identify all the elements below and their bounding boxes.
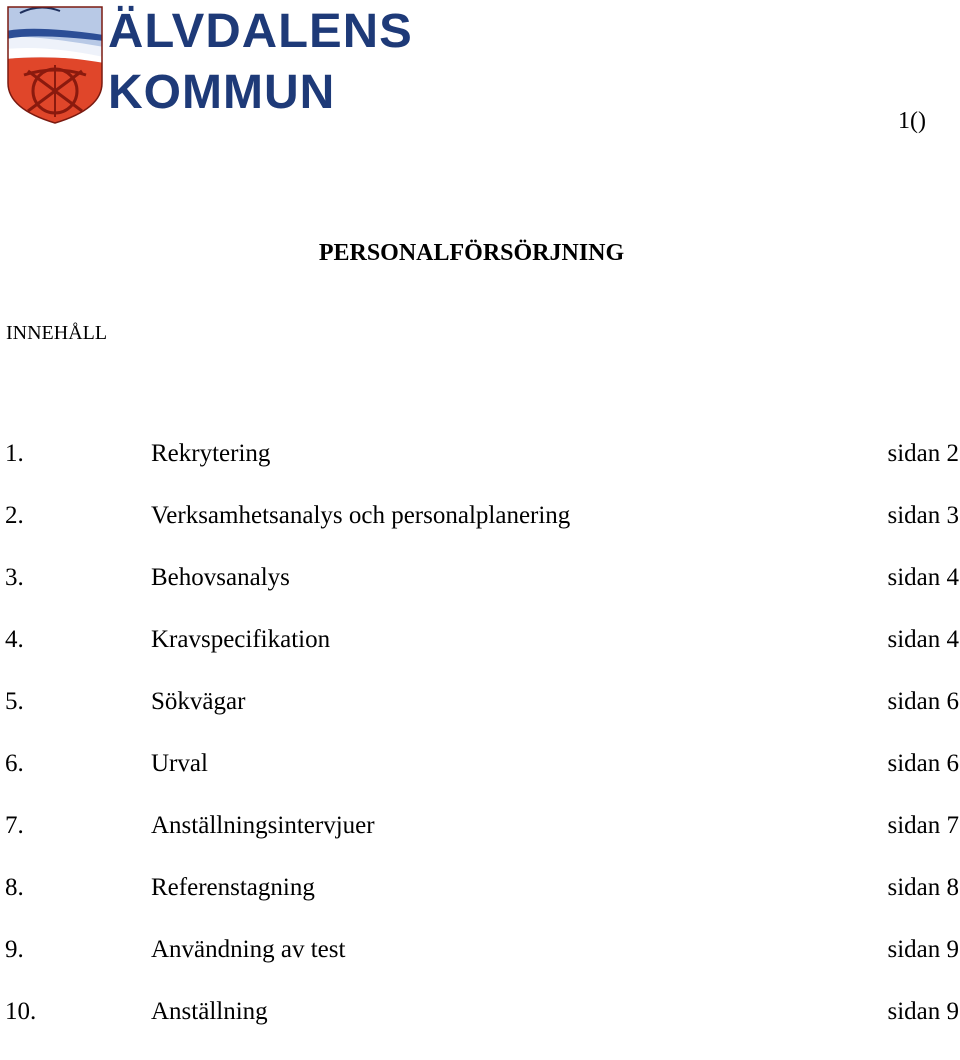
document-header xyxy=(0,0,960,140)
logo-line-1: ÄLVDALENS xyxy=(108,5,413,58)
toc-entry-title: Sökvägar xyxy=(151,688,246,715)
toc-entry-page: sidan 8 xyxy=(887,874,959,901)
toc-entry-title: Behovsanalys xyxy=(151,564,290,591)
toc-entry xyxy=(0,998,960,1060)
toc-entry-title: Rekrytering xyxy=(151,440,271,467)
toc-entry-number: 8. xyxy=(5,874,24,901)
toc-entry-number: 3. xyxy=(5,564,24,591)
page-number: 1() xyxy=(898,108,926,134)
municipal-crest-icon xyxy=(6,5,104,125)
toc-entry-page: sidan 4 xyxy=(887,564,959,591)
toc-entry-title: Anställningsintervjuer xyxy=(151,812,375,839)
toc-entry xyxy=(0,812,960,874)
toc-entry-page: sidan 3 xyxy=(887,502,959,529)
toc-entry xyxy=(0,440,960,502)
toc-entry xyxy=(0,936,960,998)
toc-entry-page: sidan 4 xyxy=(887,626,959,653)
toc-entry xyxy=(0,502,960,564)
document-title: PERSONALFÖRSÖRJNING xyxy=(318,240,625,266)
toc-entry-title: Kravspecifikation xyxy=(151,626,331,653)
toc-entry-number: 2. xyxy=(5,502,24,529)
toc-entry-page: sidan 6 xyxy=(887,750,959,777)
toc-entry-number: 9. xyxy=(5,936,24,963)
toc-entry xyxy=(0,688,960,750)
toc-entry-page: sidan 9 xyxy=(887,998,959,1025)
toc-entry-title: Anställning xyxy=(151,998,268,1025)
toc-entry-title: Verksamhetsanalys och personalplanering xyxy=(151,502,571,529)
toc-entry-number: 1. xyxy=(5,440,24,467)
toc-entry-number: 7. xyxy=(5,812,24,839)
toc-entry-page: sidan 2 xyxy=(887,440,959,467)
logo-line-2: KOMMUN xyxy=(108,66,336,119)
toc-entry xyxy=(0,874,960,936)
toc-entry-number: 10. xyxy=(5,998,37,1025)
toc-entry-page: sidan 7 xyxy=(887,812,959,839)
toc-entry-title: Användning av test xyxy=(151,936,346,963)
toc-entry-title: Urval xyxy=(151,750,208,777)
toc-entry-title: Referenstagning xyxy=(151,874,315,901)
toc-entry-number: 6. xyxy=(5,750,24,777)
toc-entry-number: 4. xyxy=(5,626,24,653)
municipality-logo-text xyxy=(108,5,413,119)
toc-entry xyxy=(0,750,960,812)
toc-entry xyxy=(0,626,960,688)
toc-heading: INNEHÅLL xyxy=(6,322,108,344)
toc-entry xyxy=(0,564,960,626)
toc-entry-page: sidan 9 xyxy=(887,936,959,963)
table-of-contents xyxy=(0,440,960,1060)
toc-entry-page: sidan 6 xyxy=(887,688,959,715)
toc-entry-number: 5. xyxy=(5,688,24,715)
